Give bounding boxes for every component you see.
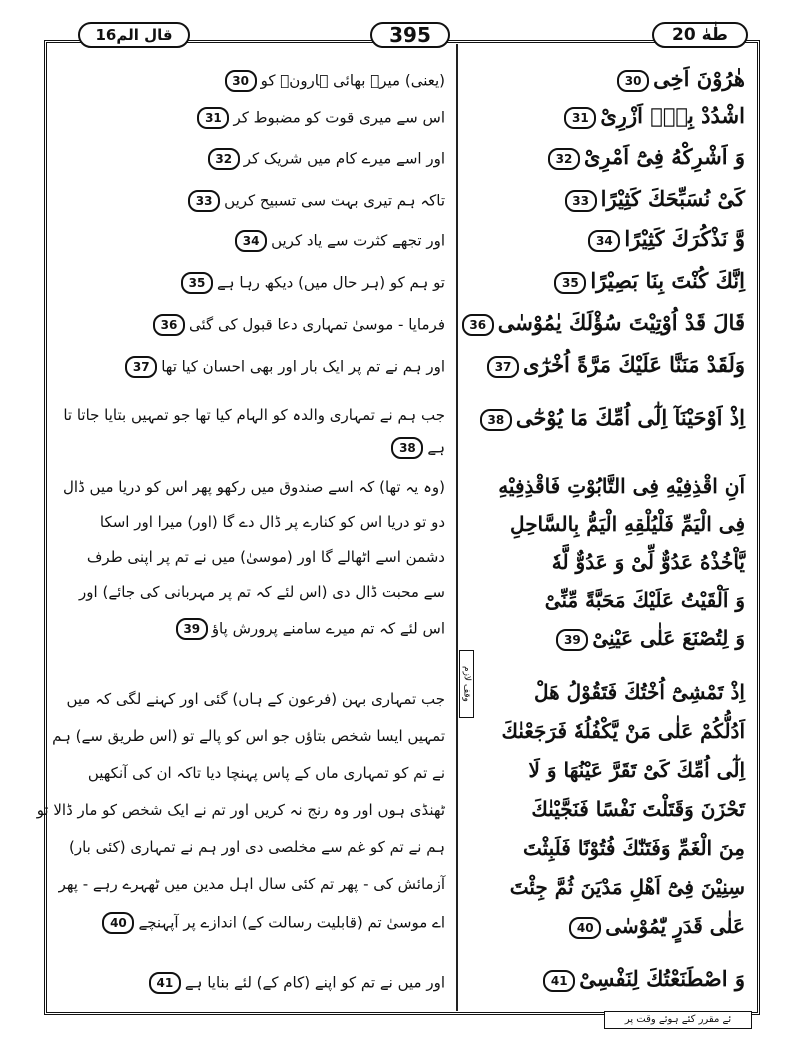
urdu-translation-41: اور میں نے تم کو اپنے (کام کے) لئے بنایا ہے41 [145, 972, 445, 994]
verse-number-badge: 40 [102, 912, 134, 934]
verse-number-badge: 31 [197, 107, 229, 129]
arabic-verse-40-line-7: عَلٰى قَدَرٍ يّٰمُوْسٰى40 [565, 914, 745, 939]
urdu-translation-30: (یعنی) میرے بھائی ہارونؑ کو30 [221, 70, 445, 92]
arabic-verse-39-line-5: وَ لِتُصْنَعَ عَلٰى عَيْنِىْ39 [552, 626, 745, 651]
verse-number-badge: 38 [391, 437, 423, 459]
arabic-verse-39-line-2: فِى الْيَمِّ فَلْيُلْقِهِ الْيَمُّ بِالسَّاحِلِ [510, 512, 745, 536]
verse-number-badge: 31 [564, 107, 596, 129]
verse-number-badge: 41 [149, 972, 181, 994]
verse-number-badge: 40 [569, 917, 601, 939]
urdu-translation-39-line-2: دو تو دریا اس کو کنارے پر ڈال دے گا (اور) میرا اور اسکا [99, 513, 445, 531]
urdu-translation-32: اور اسے میرے کام میں شریک کر32 [204, 148, 445, 170]
verse-number-badge: 30 [617, 70, 649, 92]
urdu-translation-36: فرمایا - موسیٰ تمہاری دعا قبول کی گئی36 [149, 314, 445, 336]
column-divider [456, 44, 458, 1011]
verse-number-badge: 35 [554, 272, 586, 294]
urdu-translation-40-line-3: نے تم کو تمہاری ماں کے پاس پہنچا دیا تاکہ ان کی آنکھیں [87, 764, 445, 782]
arabic-verse-40-line-5: مِنَ الْغَمِّ وَفَتَنّٰكَ فُتُوْنًا فَلَبِثْتَ [522, 836, 745, 860]
arabic-verse-30: هٰرُوْنَ اَخِى30 [613, 66, 745, 92]
urdu-translation-38-line-2: ہے38 [387, 437, 445, 459]
arabic-verse-40-line-4: تَحْزَنَ وَقَتَلْتَ نَفْسًا فَنَجَّيْنٰكَ [531, 797, 745, 821]
arabic-verse-39-line-4: وَ اَلْقَيْتُ عَلَيْكَ مَحَبَّةً مِّنِّىْ [544, 588, 745, 612]
waqf-mark: وقف لازم [459, 650, 474, 718]
arabic-verse-39-line-1: اَنِ اقْذِفِيْهِ فِى التَّابُوْتِ فَاقْذِفِيْهِ [498, 474, 745, 498]
urdu-translation-35: تو ہم کو (ہر حال میں) دیکھ رہا ہے35 [177, 272, 445, 294]
urdu-translation-33: تاکہ ہم تیری بہت سی تسبیح کریں33 [184, 190, 445, 212]
verse-number-badge: 37 [487, 356, 519, 378]
urdu-translation-40-line-4: ٹھنڈی ہوں اور وہ رنج نہ کریں اور تم نے ایک شخص کو مار ڈالا تو [36, 801, 445, 819]
urdu-translation-39-line-4: سے محبت ڈال دی (اس لئے کہ تم پر مہربانی کی جائے) اور [79, 583, 445, 601]
verse-number-badge: 36 [462, 314, 494, 336]
arabic-verse-39-line-3: يَّاْخُذْهُ عَدُوٌّ لِّىْ وَ عَدُوٌّ لَّهٗ [551, 550, 745, 574]
urdu-translation-38-line-1: جب ہم نے تمہاری والدہ کو الہام کیا تھا جو تمہیں بتایا جاتا تا [63, 406, 445, 424]
arabic-verse-32: وَ اَشْرِكْهُ فِىْٓ اَمْرِىْ32 [544, 144, 745, 170]
arabic-verse-40-line-2: اَدُلُّكُمْ عَلٰى مَنْ يَّكْفُلُهٗ فَرَجَعْنٰكَ [501, 719, 745, 743]
arabic-verse-37: وَلَقَدْ مَنَنَّا عَلَيْكَ مَرَّةً اُخْرٰٓى37 [483, 352, 745, 378]
urdu-translation-39-line-1: (وہ یہ تھا) کہ اسے صندوق میں رکھو پھر اس کو دریا میں ڈال [63, 478, 445, 496]
arabic-verse-33: كَىْ نُسَبِّحَكَ كَثِيْرًا33 [561, 186, 745, 212]
arabic-verse-40-line-3: اِلٰٓى اُمِّكَ كَىْ تَقَرَّ عَيْنُهَا وَ لَا [528, 758, 745, 782]
urdu-translation-39-line-3: دشمن اسے اٹھالے گا اور (موسیٰ) میں نے تم پر اپنی طرف [86, 548, 445, 566]
verse-number-badge: 37 [125, 356, 157, 378]
urdu-translation-31: اس سے میری قوت کو مضبوط کر31 [193, 107, 445, 129]
arabic-verse-40-line-6: سِنِيْنَ فِىْٓ اَهْلِ مَدْيَنَ ثُمَّ جِئْتَ [509, 875, 745, 899]
urdu-translation-39-line-5: اس لئے کہ تم میرے سامنے پرورش پاؤ39 [172, 618, 445, 640]
header-surah-name: طٰهٰ 20 [652, 22, 748, 48]
verse-number-badge: 34 [588, 230, 620, 252]
verse-number-badge: 34 [235, 230, 267, 252]
urdu-translation-40-line-2: تمہیں ایسا شخص بتاؤں جو اس کو پالے تو (اس طریق سے) ہم [52, 727, 445, 745]
verse-number-badge: 32 [208, 148, 240, 170]
verse-number-badge: 35 [181, 272, 213, 294]
verse-number-badge: 38 [480, 409, 512, 431]
arabic-verse-34: وَّ نَذْكُرَكَ كَثِيْرًا34 [584, 226, 745, 252]
header-para-name: قال الم16 [78, 22, 190, 48]
urdu-translation-34: اور تجھے کثرت سے یاد کریں34 [231, 230, 445, 252]
verse-number-badge: 30 [225, 70, 257, 92]
urdu-translation-40-line-5: ہم نے تم کو غم سے مخلصی دی اور ہم نے تمہاری (کئی بار) [68, 838, 445, 856]
verse-number-badge: 39 [176, 618, 208, 640]
urdu-translation-40-line-6: آزمائش کی - پھر تم کئی سال اہل مدین میں ٹھہرے رہے - پھر [58, 875, 445, 893]
verse-number-badge: 41 [543, 970, 575, 992]
verse-number-badge: 33 [188, 190, 220, 212]
urdu-translation-37: اور ہم نے تم پر ایک بار اور بھی احسان کیا تھا37 [121, 356, 445, 378]
arabic-verse-40-line-1: اِذْ تَمْشِىْٓ اُخْتُكَ فَتَقُوْلُ هَلْ [533, 680, 745, 704]
footer-note: ئے مقرر کئے ہوئے وقت پر [604, 1011, 752, 1029]
arabic-verse-31: اشْدُدْ بِهٖٓ اَزْرِىْ31 [560, 103, 745, 129]
page-number: 395 [370, 22, 450, 48]
urdu-translation-40-line-7: اے موسیٰ تم (قابلیت رسالت کے) اندازے پر آپہنچے40 [98, 912, 445, 934]
verse-number-badge: 39 [556, 629, 588, 651]
verse-number-badge: 32 [548, 148, 580, 170]
arabic-verse-35: اِنَّكَ كُنْتَ بِنَا بَصِيْرًا35 [550, 268, 745, 294]
urdu-translation-40-line-1: جب تمہاری بہن (فرعون کے ہاں) گئی اور کہنے لگی کہ میں [66, 690, 445, 708]
verse-number-badge: 36 [153, 314, 185, 336]
arabic-verse-41: وَ اصْطَنَعْتُكَ لِنَفْسِىْ41 [539, 966, 745, 992]
arabic-verse-36: قَالَ قَدْ اُوْتِيْتَ سُؤْلَكَ يٰمُوْسٰى36 [458, 310, 745, 336]
arabic-verse-38: اِذْ اَوْحَيْنَآ اِلٰٓى اُمِّكَ مَا يُوْحٰٓى38 [476, 405, 745, 431]
verse-number-badge: 33 [565, 190, 597, 212]
